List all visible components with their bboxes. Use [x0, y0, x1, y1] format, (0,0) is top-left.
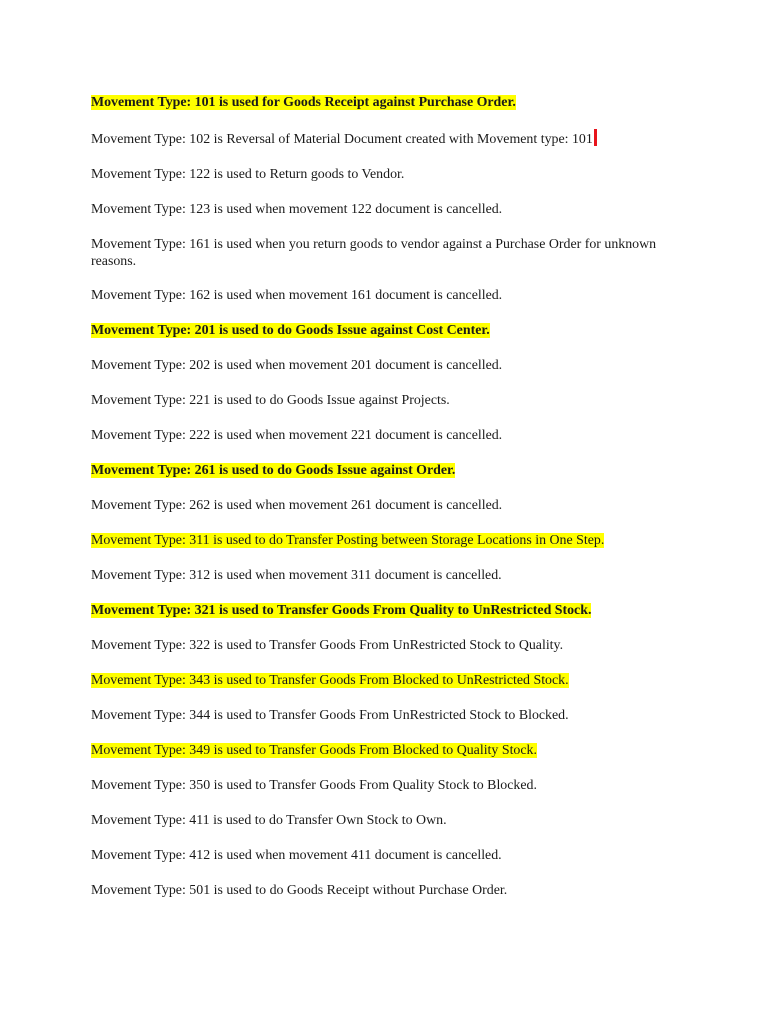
- movement-type-entry: [91, 777, 661, 795]
- movement-type-entry: [91, 567, 661, 585]
- movement-type-text: Movement Type: 321 is used to Transfer Goods From Quality to UnRestricted Stock.: [91, 603, 592, 618]
- movement-type-text: Movement Type: 343 is used to Transfer Goods From Blocked to UnRestricted Stock.: [91, 673, 569, 688]
- movement-type-entry: [91, 882, 661, 900]
- movement-type-text: Movement Type: 312 is used when movement 311 document is cancelled.: [91, 568, 502, 583]
- movement-type-entry: [91, 201, 661, 219]
- movement-type-entry: [91, 322, 661, 340]
- movement-type-entry: [91, 129, 661, 149]
- movement-type-entry: [91, 427, 661, 445]
- text-cursor-marker: [594, 129, 597, 146]
- movement-type-text: Movement Type: 261 is used to do Goods Issue against Order.: [91, 463, 456, 478]
- movement-type-text: Movement Type: 411 is used to do Transfer Own Stock to Own.: [91, 813, 447, 828]
- movement-type-text: Movement Type: 501 is used to do Goods Receipt without Purchase Order.: [91, 883, 508, 898]
- movement-type-entry: [91, 742, 661, 760]
- movement-type-text: Movement Type: 222 is used when movement 221 document is cancelled.: [91, 428, 503, 443]
- movement-type-text: Movement Type: 101 is used for Goods Receipt against Purchase Order.: [91, 95, 516, 110]
- movement-type-entry: [91, 287, 661, 305]
- movement-type-text: Movement Type: 350 is used to Transfer Goods From Quality Stock to Blocked.: [91, 778, 537, 793]
- movement-type-entry: [91, 236, 661, 270]
- movement-type-entry: [91, 602, 661, 620]
- movement-type-entry: [91, 462, 661, 480]
- movement-type-text: Movement Type: 122 is used to Return goods to Vendor.: [91, 167, 405, 182]
- movement-type-text: Movement Type: 102 is Reversal of Material Document created with Movement type: 101: [91, 132, 593, 147]
- movement-type-entry: [91, 497, 661, 515]
- movement-type-list: [91, 94, 661, 917]
- movement-type-text: Movement Type: 201 is used to do Goods Issue against Cost Center.: [91, 323, 490, 338]
- movement-type-text: Movement Type: 162 is used when movement 161 document is cancelled.: [91, 288, 503, 303]
- movement-type-entry: [91, 637, 661, 655]
- movement-type-text: Movement Type: 344 is used to Transfer Goods From UnRestricted Stock to Blocked.: [91, 708, 569, 723]
- movement-type-text: Movement Type: 123 is used when movement 122 document is cancelled.: [91, 202, 503, 217]
- movement-type-entry: [91, 847, 661, 865]
- movement-type-text: Movement Type: 349 is used to Transfer Goods From Blocked to Quality Stock.: [91, 743, 537, 758]
- movement-type-entry: [91, 94, 661, 112]
- movement-type-text: Movement Type: 262 is used when movement 261 document is cancelled.: [91, 498, 503, 513]
- movement-type-entry: [91, 532, 661, 550]
- movement-type-text: Movement Type: 412 is used when movement 411 document is cancelled.: [91, 848, 502, 863]
- movement-type-entry: [91, 812, 661, 830]
- movement-type-text: Movement Type: 202 is used when movement 201 document is cancelled.: [91, 358, 503, 373]
- movement-type-text: Movement Type: 322 is used to Transfer Goods From UnRestricted Stock to Quality.: [91, 638, 564, 653]
- movement-type-text: Movement Type: 221 is used to do Goods Issue against Projects.: [91, 393, 450, 408]
- movement-type-entry: [91, 357, 661, 375]
- movement-type-entry: [91, 707, 661, 725]
- movement-type-entry: [91, 166, 661, 184]
- movement-type-entry: [91, 392, 661, 410]
- movement-type-text: Movement Type: 311 is used to do Transfer Posting between Storage Locations in One Step.: [91, 533, 605, 548]
- movement-type-text: Movement Type: 161 is used when you return goods to vendor against a Purchase Order for unknown reasons.: [91, 237, 657, 269]
- movement-type-entry: [91, 672, 661, 690]
